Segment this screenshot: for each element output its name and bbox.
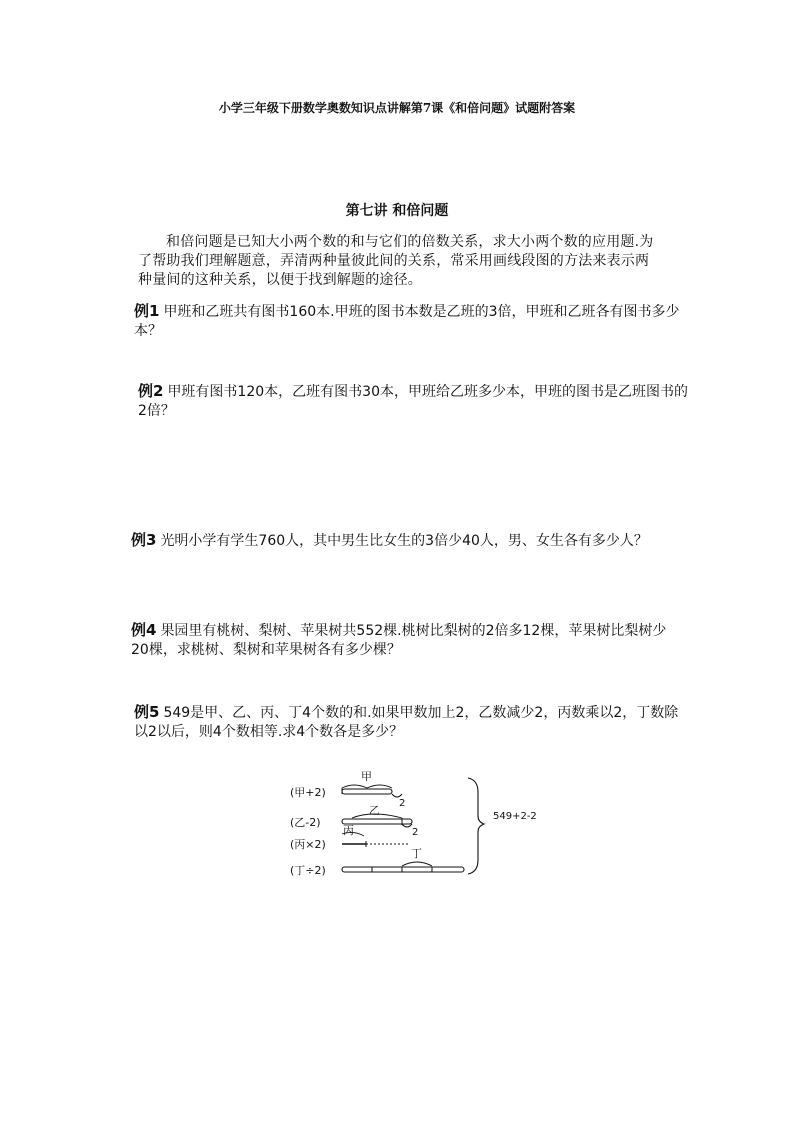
example-1 xyxy=(134,302,684,341)
row-label-bing: (丙×2) xyxy=(290,838,326,851)
example-label: 例3 xyxy=(131,531,157,549)
segment-label-jia: 甲 xyxy=(361,770,372,783)
example-label: 例4 xyxy=(131,621,157,639)
segment-label-ding: 丁 xyxy=(411,847,422,860)
line-segment-diagram xyxy=(282,764,562,884)
example-label: 例5 xyxy=(134,703,160,721)
example-label: 例1 xyxy=(134,302,160,320)
segment-ding xyxy=(342,847,464,872)
example-text: 549是甲、乙、丙、丁4个数的和.如果甲数加上2，乙数减少2，丙数乘以2，丁数除以2以后，则4个数相等.求4个数各是多少？ xyxy=(134,705,679,740)
example-3 xyxy=(131,531,681,551)
example-5 xyxy=(134,703,684,742)
example-text: 甲班和乙班共有图书160本.甲班的图书本数是乙班的3倍，甲班和乙班各有图书多少本？ xyxy=(134,304,680,339)
example-text: 光明小学有学生760人，其中男生比女生的3倍少40人，男、女生各有多少人？ xyxy=(160,533,648,549)
row-label-yi: (乙-2) xyxy=(290,816,321,829)
segment-label-two: 2 xyxy=(399,798,406,809)
segment-label-yi: 乙 xyxy=(369,804,380,817)
segment-bing xyxy=(342,824,410,847)
segment-label-two: 2 xyxy=(412,827,419,838)
example-label: 例2 xyxy=(138,382,164,400)
example-text: 甲班有图书120本，乙班有图书30本，甲班给乙班多少本，甲班的图书是乙班图书的2倍？ xyxy=(138,384,688,419)
total-label: 549+2-2 xyxy=(493,811,537,822)
example-4 xyxy=(131,621,681,660)
example-text: 果园里有桃树、梨树、苹果树共552棵.桃树比梨树的2倍多12棵，苹果树比梨树少20棵，求桃树、梨树和苹果树各有多少棵？ xyxy=(131,623,667,658)
row-label-jia: (甲+2) xyxy=(290,786,326,799)
row-label-ding: (丁÷2) xyxy=(290,864,326,877)
brace-icon xyxy=(468,778,484,874)
segment-label-bing: 丙 xyxy=(343,824,354,837)
lesson-title: 第七讲 和倍问题 xyxy=(345,203,449,219)
example-2 xyxy=(138,382,688,421)
document-header: 小学三年级下册数学奥数知识点讲解第7课《和倍问题》试题附答案 xyxy=(218,101,576,115)
intro-paragraph: 和倍问题是已知大小两个数的和与它们的倍数关系，求大小两个数的应用题.为了帮助我们理解题意，弄清两种量彼此间的关系，常采用画线段图的方法来表示两种量间的这种关系，以便于找到解题的途径。 xyxy=(138,234,654,288)
